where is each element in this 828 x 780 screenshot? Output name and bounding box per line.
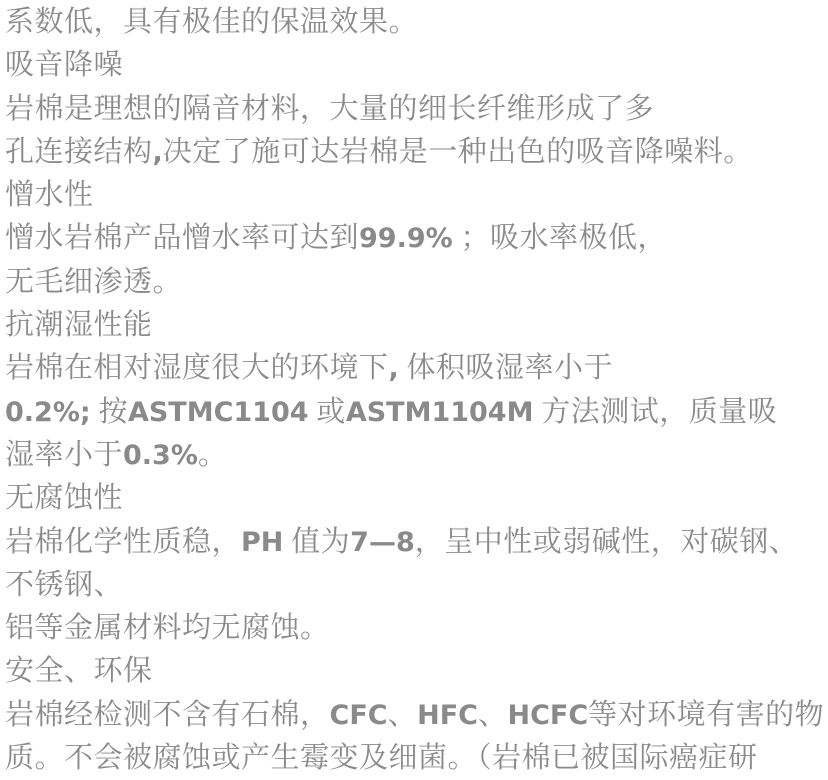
text-line: 无腐蚀性: [5, 482, 124, 515]
text-line: 无毛细渗透。: [5, 265, 183, 298]
text-line: 湿率小于0.3%。: [5, 438, 228, 471]
text-line: 铝等金属材料均无腐蚀。: [5, 612, 330, 645]
latin-text: PH: [241, 526, 284, 558]
latin-text: ASTMC1104: [127, 396, 309, 428]
text-line: 系数低，具有极佳的保温效果。: [5, 6, 419, 38]
text-line: 岩棉经检测不含有石棉，CFC、HFC、HCFC等对环境有害的物: [5, 698, 825, 731]
text-line: 不锈钢、: [5, 568, 124, 601]
latin-text: 7—8: [350, 526, 415, 558]
latin-text: ASTM1104M: [345, 396, 534, 428]
text-line: 吸音降噪: [5, 49, 124, 82]
text-line: 质。不会被腐蚀或产生霉变及细菌。（岩棉已被国际癌症研: [5, 742, 758, 775]
latin-text: HCFC: [507, 699, 589, 731]
text-line: 岩棉化学性质稳，PH 值为7—8，呈中性或弱碱性，对碳钢、: [5, 525, 799, 558]
text-line: 安全、环保: [5, 655, 153, 688]
latin-text: ,: [152, 136, 163, 168]
latin-text: ,: [388, 353, 399, 385]
latin-text: HFC: [417, 699, 478, 731]
latin-text: CFC: [329, 699, 388, 731]
text-line: 抗潮湿性能: [5, 309, 153, 342]
latin-text: 99.9%: [359, 223, 453, 255]
text-line: 0.2%; 按ASTMC1104 或ASTM1104M 方法测试，质量吸: [5, 395, 778, 428]
text-line: 憎水岩棉产品憎水率可达到99.9% ；吸水率极低，: [5, 222, 667, 255]
latin-text: 0.2%;: [5, 396, 91, 428]
text-line: 岩棉是理想的隔音材料，大量的细长纤维形成了多: [5, 92, 655, 125]
text-line: 孔连接结构,决定了施可达岩棉是一种出色的吸音降噪料。: [5, 135, 753, 168]
text-line: 岩棉在相对湿度很大的环境下, 体积吸湿率小于: [5, 352, 614, 385]
text-line: 憎水性: [5, 179, 94, 212]
latin-text: 0.3%: [123, 439, 198, 471]
